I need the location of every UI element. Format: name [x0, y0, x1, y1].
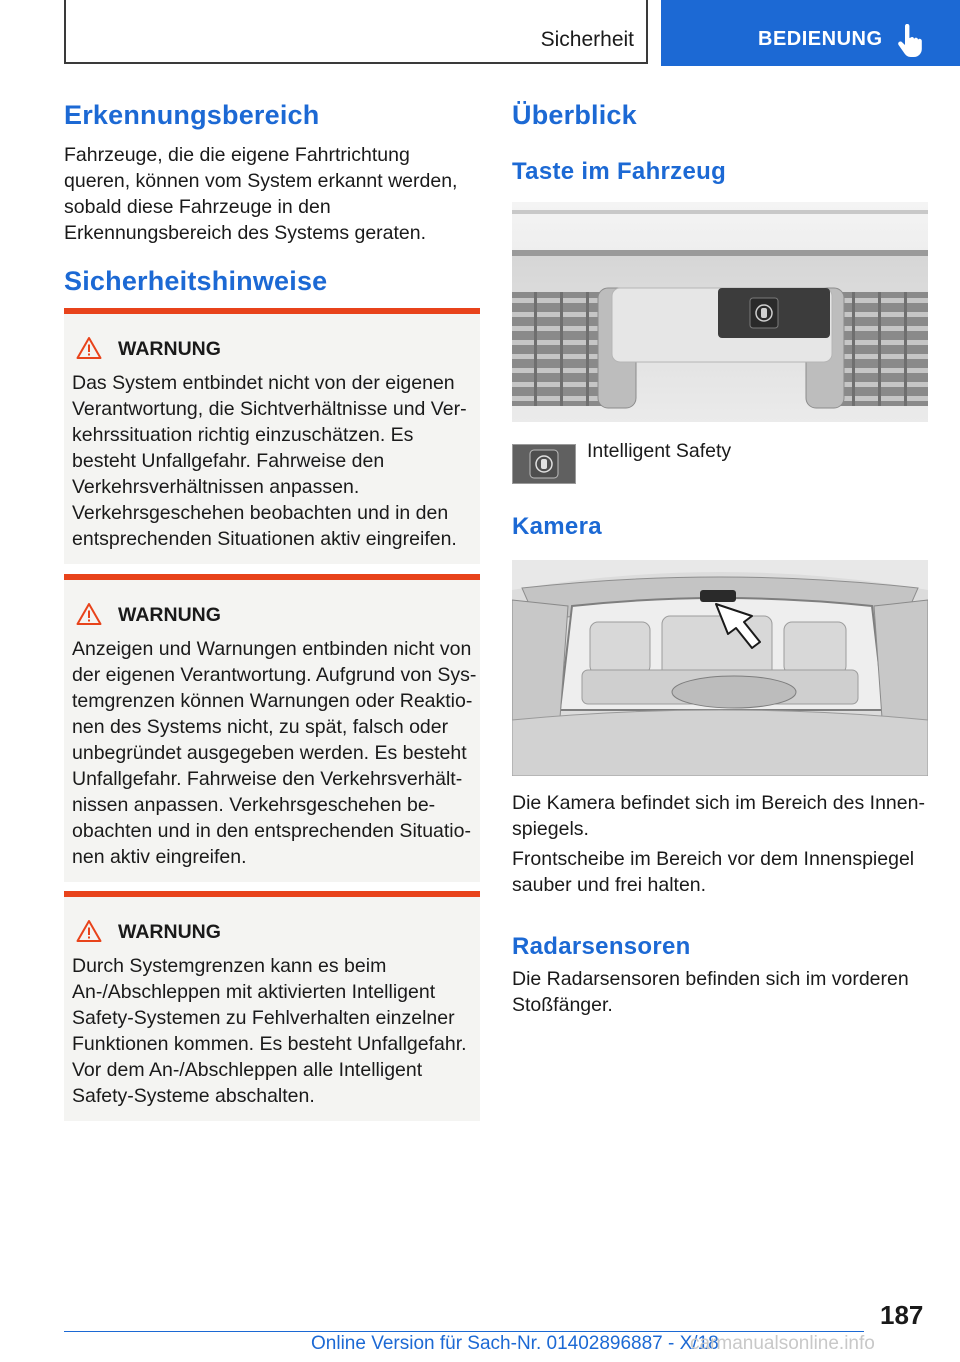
page-number: 187: [880, 1300, 924, 1330]
kamera-text-2: Frontscheibe im Bereich vor dem Innenspiegel sauber und frei halten.: [512, 848, 915, 896]
warning-box-1: [64, 308, 480, 564]
heading-sicherheitshinweise: Sicherheitshinweise: [64, 266, 328, 296]
warning-text: Anzeigen und Warnungen entbinden nicht von der eigenen Verantwortung. Aufgrund von Systemgrenzen können Warnungen oder Reaktionen des Systems nicht, zu spät, falsch oder unbegründet ausgegeben werden. Es besteht Unfallgefahr. Fahrweise den Verkehrsverhältnissen anpassen. Verkehrsgeschehen beobachten und in den entsprechenden Situationen aktiv eingreifen.: [72, 638, 477, 868]
warning-triangle-icon: [76, 919, 102, 943]
dashboard-button-photo: [512, 202, 928, 422]
warning-triangle-icon: [76, 602, 102, 626]
heading-ueberblick: Überblick: [512, 100, 637, 130]
kamera-text-1: Die Kamera befindet sich im Bereich des Innenspiegels.: [512, 792, 925, 840]
left-column: [64, 100, 480, 1107]
warning-text: Das System entbindet nicht von der eigenen Verantwortung, die Sichtverhältnisse und Verkehrssituation richtig einzuschätzen. Es besteht Unfallgefahr. Fahrweise den Verkehrsverhältnissen anpassen. Verkehrsgeschehen beobachten und in den entsprechenden Situationen aktiv eingreifen.: [72, 372, 467, 550]
header-section-box: [64, 0, 648, 64]
warning-box-2: [64, 574, 480, 882]
chapter-tab-label: BEDIENUNG: [758, 28, 883, 50]
subheading-radarsensoren: Radarsensoren: [512, 933, 691, 960]
heading-erkennungsbereich: Erkennungsbereich: [64, 100, 320, 130]
pointing-hand-icon: [897, 24, 923, 58]
right-column: [512, 100, 928, 1016]
section-title: Sicherheit: [540, 28, 634, 51]
radar-text: Die Radarsensoren befinden sich im vorderen Stoßfänger.: [512, 968, 909, 1016]
warning-title: WARNUNG: [118, 921, 221, 943]
camera-location-photo: [512, 560, 928, 776]
warning-triangle-icon: [76, 336, 102, 360]
intelligent-safety-button-icon: [512, 444, 576, 484]
warning-title: WARNUNG: [118, 338, 221, 360]
online-version-text: Online Version für Sach-Nr. 01402896887 - X/18: [311, 1333, 719, 1354]
watermark: carmanualsonline.info: [690, 1333, 875, 1354]
warning-box-3: [64, 891, 480, 1121]
warning-text: Durch Systemgrenzen kann es beim An-/Abschleppen mit aktivierten Intelligent Safety-Systemen zu Fehlverhalten einzelner Funktionen kommen. Es besteht Unfallgefahr. Vor dem An-/Abschleppen alle Intelligent Safety-Systeme abschalten.: [72, 955, 467, 1107]
intelligent-safety-label: Intelligent Safety: [587, 440, 732, 462]
chapter-tab: [661, 0, 960, 66]
warning-title: WARNUNG: [118, 604, 221, 626]
subheading-kamera: Kamera: [512, 513, 602, 540]
footer-rule: [64, 1331, 864, 1332]
subheading-taste: Taste im Fahrzeug: [512, 158, 727, 185]
erkennungsbereich-text: Fahrzeuge, die die eigene Fahrtrichtung queren, können vom System erkannt werden, sobald diese Fahrzeuge in den Erkennungsbereich des Systems geraten.: [64, 144, 458, 244]
